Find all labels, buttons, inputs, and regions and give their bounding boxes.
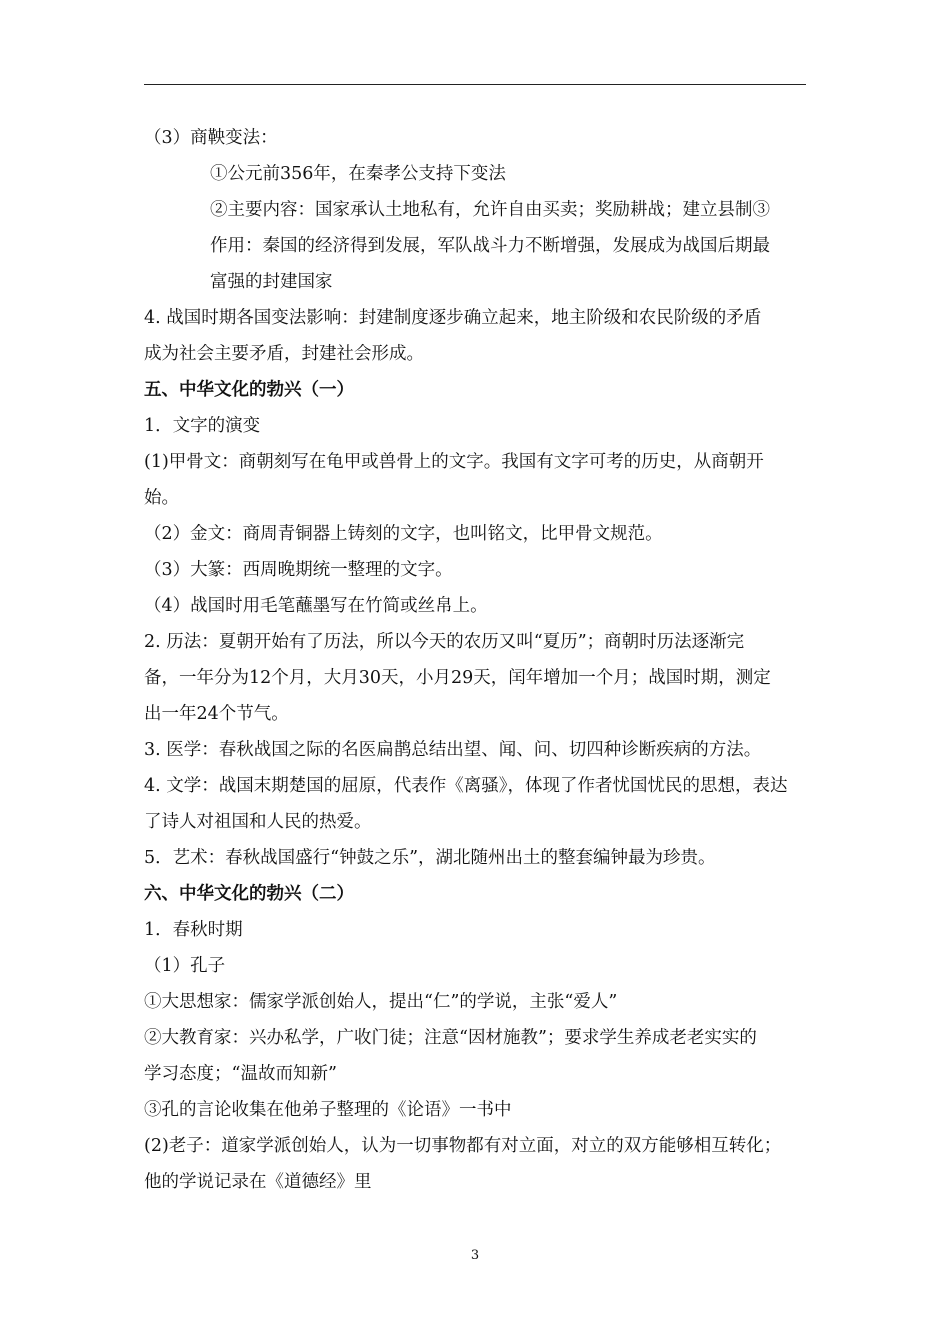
item-great-seal: （3）大篆：西周晚期统一整理的文字。 — [144, 560, 453, 580]
item-calendar: 2. 历法：夏朝开始有了历法，所以今天的农历又叫“夏历”；商朝时历法逐渐完 — [144, 632, 745, 652]
item-medicine: 3. 医学：春秋战国之际的名医扁鹊总结出望、闻、问、切四种诊断疾病的方法。 — [144, 740, 762, 760]
section-item-shang-yang: （3）商鞅变法： — [144, 128, 278, 148]
section-heading-culture-1: 五、中华文化的勃兴（一） — [144, 380, 354, 400]
item-laozi-cont: 他的学说记录在《道德经》里 — [144, 1172, 372, 1192]
paragraph-reform-impact-cont: 成为社会主要矛盾，封建社会形成。 — [144, 344, 424, 364]
shang-yang-point-1: ①公元前356年，在秦孝公支持下变法 — [210, 164, 506, 184]
item-spring-autumn: 1．春秋时期 — [144, 920, 243, 940]
item-calendar-end: 出一年24个节气。 — [144, 704, 289, 724]
page-number: 3 — [470, 1248, 480, 1263]
shang-yang-point-2-end: 富强的封建国家 — [210, 272, 333, 292]
item-oracle-bone-cont: 始。 — [144, 488, 179, 508]
item-brush-writing: （4）战国时用毛笔蘸墨写在竹简或丝帛上。 — [144, 596, 488, 616]
item-literature-cont: 了诗人对祖国和人民的热爱。 — [144, 812, 372, 832]
shang-yang-point-2: ②主要内容：国家承认土地私有，允许自由买卖；奖励耕战；建立县制③ — [210, 200, 770, 220]
paragraph-reform-impact: 4. 战国时期各国变法影响：封建制度逐步确立起来，地主阶级和农民阶级的矛盾 — [144, 308, 762, 328]
item-calendar-cont: 备，一年分为12个月，大月30天，小月29天，闰年增加一个月；战国时期，测定 — [144, 668, 771, 688]
header-rule — [144, 84, 806, 85]
confucius-point-2-cont: 学习态度；“温故而知新” — [144, 1064, 337, 1084]
confucius-point-3: ③孔的言论收集在他弟子整理的《论语》一书中 — [144, 1100, 512, 1120]
section-heading-culture-2: 六、中华文化的勃兴（二） — [144, 884, 354, 904]
item-bronze-inscription: （2）金文：商周青铜器上铸刻的文字，也叫铭文，比甲骨文规范。 — [144, 524, 663, 544]
item-confucius: （1）孔子 — [144, 956, 226, 976]
item-oracle-bone: (1)甲骨文：商朝刻写在龟甲或兽骨上的文字。我国有文字可考的历史，从商朝开 — [144, 452, 764, 472]
confucius-point-1: ①大思想家：儒家学派创始人，提出“仁”的学说，主张“爱人” — [144, 992, 618, 1012]
confucius-point-2: ②大教育家：兴办私学，广收门徒；注意“因材施教”；要求学生养成老老实实的 — [144, 1028, 757, 1048]
item-laozi: (2)老子：道家学派创始人，认为一切事物都有对立面，对立的双方能够相互转化； — [144, 1136, 782, 1156]
item-writing-evolution: 1．文字的演变 — [144, 416, 261, 436]
shang-yang-point-2-cont: 作用：秦国的经济得到发展，军队战斗力不断增强，发展成为战国后期最 — [210, 236, 770, 256]
item-art: 5．艺术：春秋战国盛行“钟鼓之乐”，湖北随州出土的整套编钟最为珍贵。 — [144, 848, 716, 868]
item-literature: 4. 文学：战国末期楚国的屈原，代表作《离骚》，体现了作者忧国忧民的思想，表达 — [144, 776, 788, 796]
